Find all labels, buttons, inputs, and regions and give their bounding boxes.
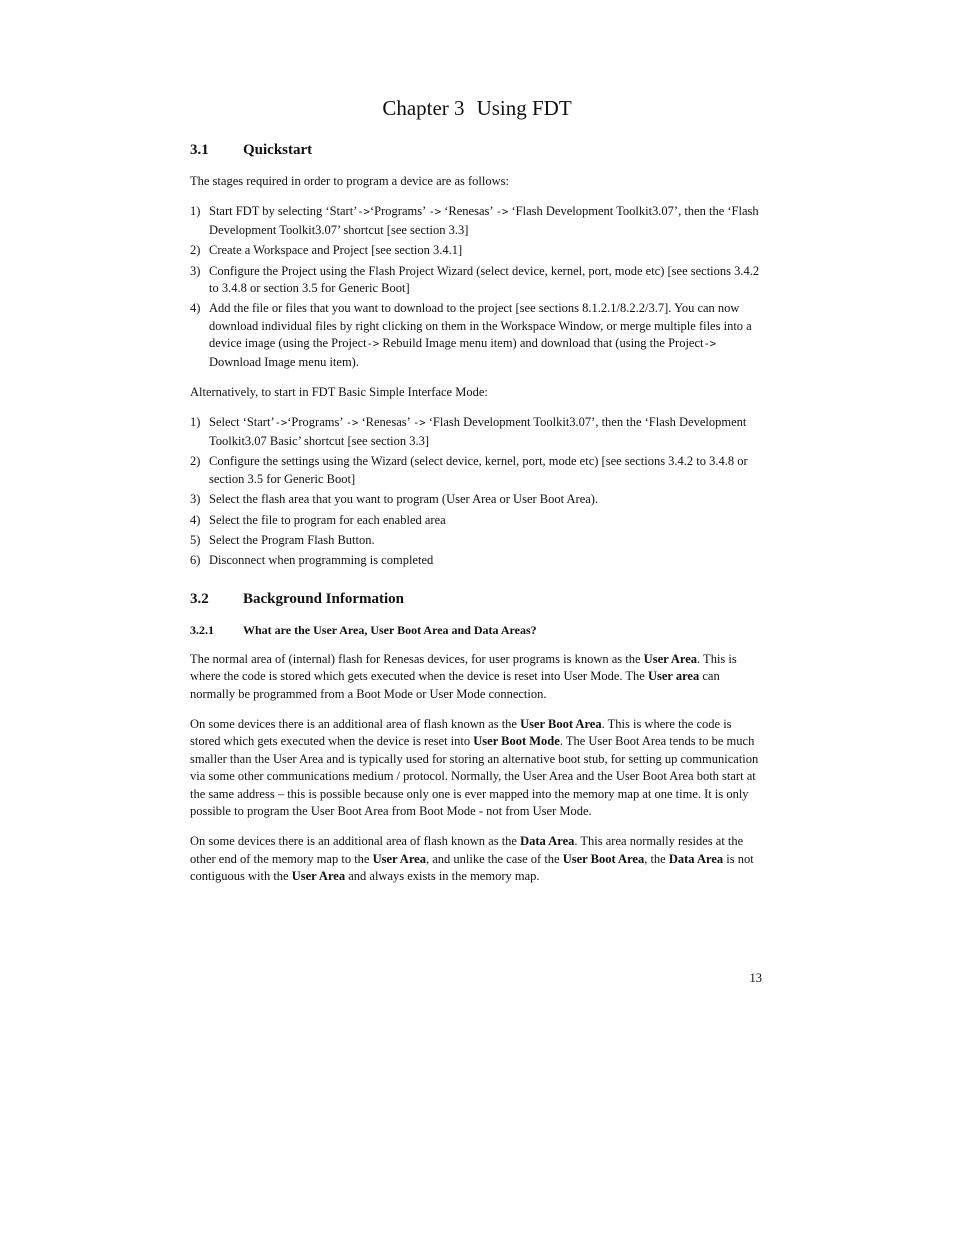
subsection-heading [190,622,762,639]
list-item-text: Add the file or files that you want to download to the project [see sections 8.1.2.1/8.2.2/3.7]. You can now download individual files by right clicking on them in the Workspace Window, or merge multiple files into a device image (using the Project-> Rebuild Image menu item) and download that (using the Project-> Download Image menu item). [209,301,752,369]
list-item-text: Select the Program Flash Button. [209,532,375,547]
list-item [190,263,762,298]
list-item-text: Configure the Project using the Flash Project Wizard (select device, kernel, port, mode etc) [see sections 3.4.2 to 3.4.8 or section 3.5 for Generic Boot] [209,263,760,296]
list-item-number: 5) [190,532,201,547]
paragraph-user-boot-area: On some devices there is an additional area of flash known as the User Boot Area. This is where the code is stored which gets executed when the device is reset into User Boot Mode. The User Boot Area tends to be much smaller than the User Area and is typically used for storing an alternative boot stub, for setting up communication via some other communications medium / protocol. Normally, the User Area and the User Boot Area both start at the same address – this is possible because only one is ever mapped into the memory map at one time. It is only possible to program the User Boot Area from Boot Mode - not from User Mode. [190,716,759,818]
list-item [190,491,762,508]
content-body [190,140,762,899]
list-item-number: 3) [190,263,201,278]
list-item-number: 1) [190,415,201,430]
list-item-number: 4) [190,301,201,316]
section-title: Quickstart [243,142,313,158]
page-number: 13 [749,971,762,985]
list-item [190,532,762,549]
list-item-number: 4) [190,512,201,527]
list-item-number: 2) [190,243,201,258]
chapter-name: Using FDT [476,96,572,120]
list-item [190,414,762,450]
list-item-text: Configure the settings using the Wizard (select device, kernel, port, mode etc) [see sections 3.4.2 to 3.4.8 or section 3.5 for Generic Boot] [209,454,748,486]
list-item-number: 6) [190,553,201,568]
paragraph-user-area: The normal area of (internal) flash for Renesas devices, for user programs is known as the User Area. This is where the code is stored which gets executed when the device is reset into User Mode. The User area can normally be programmed from a Boot Mode or User Mode connection. [190,651,737,701]
quickstart-steps [190,203,762,371]
chapter-title [0,95,954,121]
list-item-text: Select the flash area that you want to program (User Area or User Boot Area). [209,492,599,507]
list-item-number: 2) [190,454,201,469]
section-number: 3.1 [190,142,209,158]
list-item [190,300,762,371]
section-heading-background [190,589,762,609]
list-item-number: 1) [190,204,201,219]
list-item-text: Select the file to program for each enabled area [209,512,446,527]
list-item-text: Start FDT by selecting ‘Start’->‘Programs’ -> ‘Renesas’ -> ‘Flash Development Toolkit3.07’, then the ‘Flash Development Toolkit3.07’ shortcut [see section 3.3] [209,204,759,237]
list-item [190,203,762,239]
paragraph-data-area: On some devices there is an additional area of flash known as the Data Area. This area normally resides at the other end of the memory map to the User Area, and unlike the case of the User Boot Area, the Data Area is not contiguous with the User Area and always exists in the memory map. [190,834,754,884]
list-item [190,552,762,569]
section-number: 3.2 [190,590,209,607]
list-item [190,512,762,529]
basic-mode-steps [190,414,762,569]
section-heading-quickstart [190,140,762,160]
section-title: Background Information [243,590,405,607]
subsection-title: What are the User Area, User Boot Area and Data Areas? [243,622,537,637]
list-item-number: 3) [190,492,201,507]
chapter-label: Chapter 3 [382,96,465,120]
list-item [190,242,762,259]
list-item [190,453,762,488]
list-item-text: Select ‘Start’->‘Programs’ -> ‘Renesas’ -> ‘Flash Development Toolkit3.07’, then the ‘Flash Development Toolkit3.07 Basic’ shortcut [see section 3.3] [209,415,747,448]
alternative-intro: Alternatively, to start in FDT Basic Simple Interface Mode: [190,385,488,400]
quickstart-intro: The stages required in order to program a device are as follows: [190,174,509,188]
subsection-number: 3.2.1 [190,622,214,637]
list-item-text: Create a Workspace and Project [see section 3.4.1] [209,243,463,258]
list-item-text: Disconnect when programming is completed [209,553,434,568]
